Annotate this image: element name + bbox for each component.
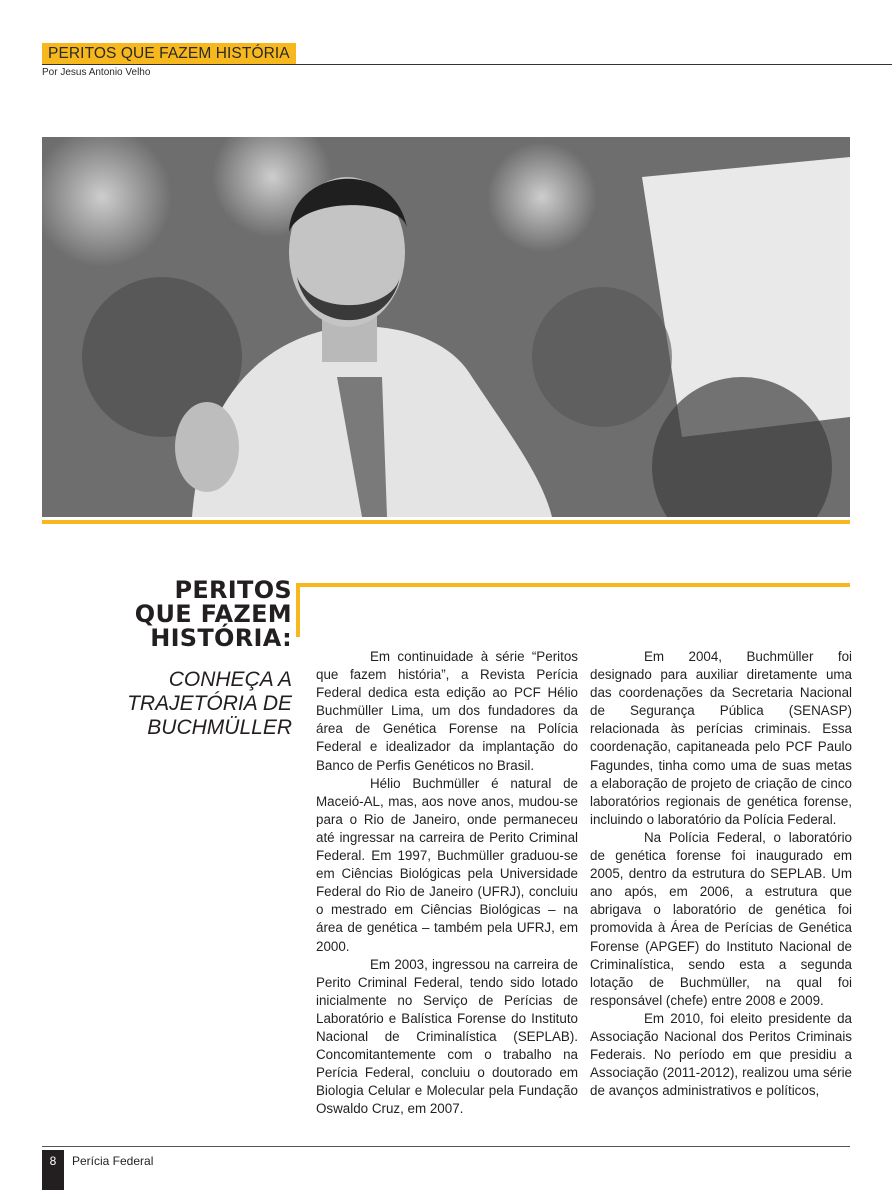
accent-bracket-left (296, 583, 300, 637)
paragraph: Em 2010, foi eleito presidente da Associação Nacional dos Peritos Criminais Federais. No período em que presidiu a Associação (2011-2012), realizou uma série de avanços administrativos e políticos, (590, 1010, 852, 1099)
page-number: 8 (42, 1150, 64, 1190)
headline-line-1: PERITOS (174, 576, 292, 604)
accent-bracket-top (296, 583, 850, 587)
body-column-2 (590, 648, 852, 1100)
feature-photo (42, 137, 850, 517)
paragraph: Em continuidade à série “Peritos que fazem história”, a Revista Perícia Federal dedica esta edição ao PCF Hélio Buchmüller Lima, um dos fundadores da área de Genética Forense na Polícia Federal e idealizador da implantação do Banco de Perfis Genéticos no Brasil. (316, 649, 578, 773)
subheadline-line-3: BUCHMÜLLER (147, 716, 292, 739)
header-divider (42, 64, 892, 65)
paragraph: Em 2004, Buchmüller foi designado para auxiliar diretamente uma das coordenações da Secretaria Nacional de Segurança Pública (SENASP) relacionada às perícias criminais. Essa coordenação, capitaneada pelo PCF Paulo Fagundes, tinha como uma de suas metas a elaboração de projeto de criação de cinco laboratórios regionais de genética forense, incluindo o laboratório da Polícia Federal. (590, 649, 852, 827)
article-headline (80, 578, 292, 740)
body-column-1 (316, 648, 578, 1118)
publication-name: Perícia Federal (72, 1154, 154, 1168)
subheadline-line-1: CONHEÇA A (168, 668, 292, 691)
footer-divider (42, 1146, 850, 1147)
subheadline-line-2: TRAJETÓRIA DE (127, 692, 292, 715)
paragraph: Em 2003, ingressou na carreira de Perito Criminal Federal, tendo sido lotado inicialmente no Serviço de Perícias de Laboratório e Balística Forense do Instituto Nacional de Criminalística (SEPLAB). Concomitantemente com o trabalho na Perícia Federal, concluiu o doutorado em Biologia Celular e Molecular pela Fundação Oswaldo Cruz, em 2007. (316, 956, 578, 1117)
photo-underline (42, 520, 850, 524)
byline: Por Jesus Antonio Velho (42, 67, 151, 78)
paragraph: Hélio Buchmüller é natural de Maceió-AL, mas, aos nove anos, mudou-se para o Rio de Janeiro, onde permaneceu até ingressar na carreira de Perito Criminal Federal. Em 1997, Buchmüller graduou-se em Ciências Biológicas pela Universidade Federal do Rio de Janeiro (UFRJ), concluiu o mestrado em Ciências Biológicas – na área de genética – também pela UFRJ, em 2000. (316, 775, 578, 954)
paragraph: Na Polícia Federal, o laboratório de genética forense foi inaugurado em 2005, dentro da estrutura do SEPLAB. Um ano após, em 2006, a estrutura que abrigava o laboratório de genética foi promovida à Área de Perícias de Genética Forense (APGEF) do Instituto Nacional de Criminalística, sendo esta a segunda lotação de Buchmüller, na qual foi responsável (chefe) entre 2008 e 2009. (590, 829, 852, 1008)
headline-line-3: HISTÓRIA: (150, 624, 292, 652)
subheadline (80, 668, 292, 740)
section-tag: PERITOS QUE FAZEM HISTÓRIA (42, 43, 296, 64)
headline-line-2: QUE FAZEM (134, 600, 292, 628)
